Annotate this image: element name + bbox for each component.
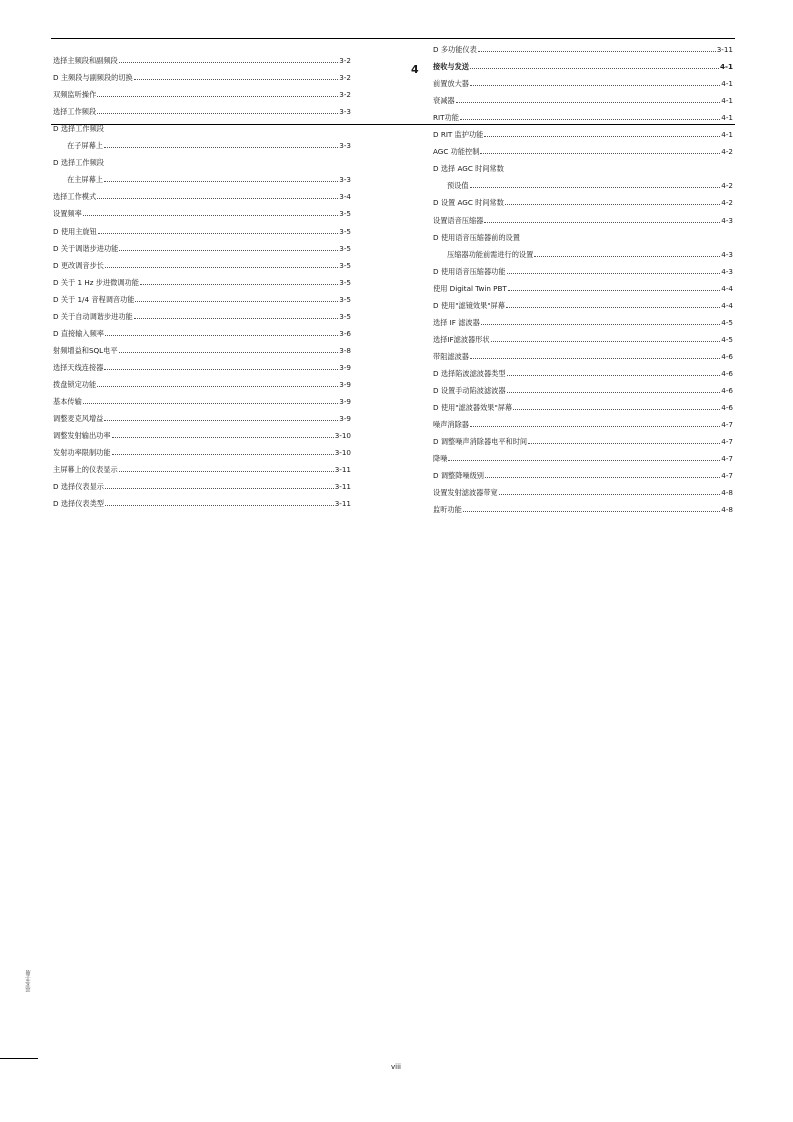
toc-entry-title: D 使用"滤镜效果"屏幕 xyxy=(433,300,505,310)
toc-leader-dots xyxy=(485,477,720,478)
toc-entry[interactable] xyxy=(433,91,733,105)
toc-entry[interactable] xyxy=(53,392,351,406)
toc-entry-title: D 多功能仪表 xyxy=(433,45,477,54)
toc-leader-dots xyxy=(470,426,720,427)
toc-leader-dots xyxy=(97,113,338,114)
toc-entry[interactable] xyxy=(53,358,351,372)
toc-leader-dots xyxy=(507,273,721,274)
toc-entry[interactable] xyxy=(433,211,733,225)
toc-entry-page: 3-4 xyxy=(339,192,351,202)
toc-leader-dots xyxy=(98,233,338,234)
toc-entry-page: 3-5 xyxy=(339,243,351,253)
toc-entry-title: 调整麦克风增益 xyxy=(53,414,104,424)
toc-entry[interactable] xyxy=(433,415,733,429)
toc-entry-title: D 调整噪声消除器电平和时间 xyxy=(433,437,528,447)
toc-entry-title: D 选择仪表类型 xyxy=(53,499,104,509)
toc-leader-dots xyxy=(470,187,721,188)
toc-entry[interactable] xyxy=(53,68,351,82)
toc-entry[interactable] xyxy=(53,324,351,338)
toc-entry-title: 选择工作频段 xyxy=(53,107,97,117)
toc-entry-title: D 选择仪表显示 xyxy=(53,482,104,492)
toc-entry[interactable] xyxy=(67,170,351,184)
toc-entry-title: D 选择工作频段 xyxy=(53,158,104,168)
toc-entry[interactable] xyxy=(433,125,733,139)
toc-entry-page: 4-1 xyxy=(721,130,733,140)
page-number: viii xyxy=(391,1063,401,1071)
toc-leader-dots xyxy=(507,375,721,376)
toc-entry-title: 基本传输 xyxy=(53,397,82,406)
toc-entry-page: 3-5 xyxy=(339,311,351,321)
toc-leader-dots xyxy=(112,454,334,455)
toc-entry-title: 选择IF滤波器形状 xyxy=(433,334,490,344)
toc-leader-dots xyxy=(534,256,720,257)
toc-entry-title: 噪声消除器 xyxy=(433,420,469,430)
toc-entry[interactable] xyxy=(53,85,351,99)
toc-entry[interactable] xyxy=(53,426,351,440)
toc-leader-dots xyxy=(506,307,720,308)
toc-entry-title: 衰减器 xyxy=(433,96,455,106)
toc-leader-dots xyxy=(83,215,338,216)
toc-entry-page: 3-10 xyxy=(334,431,351,441)
toc-entry[interactable] xyxy=(53,102,351,116)
toc-leader-dots xyxy=(460,119,720,120)
toc-entry-page: 4-4 xyxy=(721,283,733,293)
toc-entry-title: D 直接输入频率 xyxy=(53,328,104,338)
toc-leader-dots xyxy=(104,147,338,148)
toc-entry-page: 4-1 xyxy=(721,96,733,106)
toc-entry-page: 4-7 xyxy=(721,471,733,481)
toc-entry-title: D 关于 1/4 音程调音功能 xyxy=(53,294,135,304)
toc-entry-title: 设置语音压缩器 xyxy=(433,215,484,225)
toc-leader-dots xyxy=(448,460,720,461)
toc-entry-page: 4-6 xyxy=(721,368,733,378)
toc-entry[interactable] xyxy=(67,136,351,150)
toc-entry[interactable] xyxy=(433,228,733,242)
toc-entry-title: 在主屏幕上 xyxy=(67,175,103,185)
toc-entry-title: D 选择工作频段 xyxy=(53,124,104,134)
toc-leader-dots xyxy=(134,79,339,80)
toc-entry-title: D 设置手动陷波滤波器 xyxy=(433,386,506,395)
toc-entry-page: 4-6 xyxy=(721,386,733,395)
toc-entry[interactable] xyxy=(433,108,733,122)
toc-entry[interactable] xyxy=(53,239,351,253)
toc-entry-page: 4-4 xyxy=(721,300,733,310)
toc-entry-title: 降噪 xyxy=(433,454,448,464)
toc-entry-page: 3-2 xyxy=(339,56,351,65)
toc-leader-dots xyxy=(508,290,720,291)
toc-entry-page: 3-11 xyxy=(716,45,733,54)
toc-entry-title: 前置放大器 xyxy=(433,79,469,89)
toc-entry[interactable] xyxy=(53,477,351,491)
toc-leader-dots xyxy=(119,471,334,472)
toc-entry-page: 3-9 xyxy=(339,414,351,424)
toc-entry-title: 设置发射滤波器带宽 xyxy=(433,488,498,498)
toc-entry-page: 3-9 xyxy=(339,397,351,406)
toc-entry-page: 4-8 xyxy=(721,505,733,515)
toc-entry[interactable] xyxy=(433,483,733,497)
toc-leader-dots xyxy=(456,102,721,103)
toc-entry[interactable] xyxy=(53,119,351,133)
toc-leader-dots xyxy=(119,250,338,251)
toc-entry-title: D 使用"滤波器效果"屏幕 xyxy=(433,403,513,413)
toc-entry[interactable] xyxy=(53,187,351,201)
toc-entry-page: 4-1 xyxy=(720,62,733,72)
toc-entry-page: 3-5 xyxy=(339,294,351,304)
toc-leader-dots xyxy=(104,420,338,421)
toc-entry[interactable] xyxy=(433,74,733,88)
toc-leader-dots xyxy=(484,222,720,223)
toc-entry-title: RIT功能 xyxy=(433,113,459,123)
toc-entry[interactable] xyxy=(53,460,351,474)
toc-leader-dots xyxy=(105,335,338,336)
toc-entry[interactable] xyxy=(53,375,351,389)
toc-entry-page: 3-9 xyxy=(339,379,351,389)
toc-entry[interactable] xyxy=(53,51,351,65)
toc-entry[interactable] xyxy=(433,398,733,412)
toc-entry-page: 3-9 xyxy=(339,362,351,372)
toc-leader-dots xyxy=(470,358,720,359)
toc-entry-page: 3-11 xyxy=(334,499,351,509)
bottom-left-rule xyxy=(0,1058,38,1059)
toc-entry-page: 3-5 xyxy=(339,209,351,219)
toc-leader-dots xyxy=(528,443,720,444)
toc-entry-page: 3-5 xyxy=(339,226,351,236)
toc-leader-dots xyxy=(481,324,720,325)
toc-entry-page: 3-5 xyxy=(339,277,351,287)
toc-entry-title: D 使用语音压缩器功能 xyxy=(433,266,506,276)
top-rule xyxy=(51,38,735,39)
toc-entry-page: 3-11 xyxy=(334,482,351,492)
toc-leader-dots xyxy=(97,96,338,97)
toc-entry-title: D 选择 AGC 时间常数 xyxy=(433,164,504,174)
toc-entry-page: 3-2 xyxy=(339,73,351,83)
toc-entry-title: 设置频率 xyxy=(53,209,82,219)
side-label: 基本手册 xyxy=(26,970,32,992)
toc-entry-title: D 使用语音压缩器前的设置 xyxy=(433,232,520,242)
toc-leader-dots xyxy=(499,494,721,495)
toc-leader-dots xyxy=(513,409,720,410)
toc-entry[interactable] xyxy=(53,341,351,355)
toc-entry-title: 接收与发送 xyxy=(433,62,469,72)
toc-entry[interactable] xyxy=(433,500,733,514)
toc-entry-title: D 更改调音步长 xyxy=(53,260,104,270)
toc-entry-title: 拨盘锁定功能 xyxy=(53,379,97,389)
toc-entry-page: 3-5 xyxy=(339,260,351,270)
toc-entry-page: 4-6 xyxy=(721,351,733,361)
toc-entry-page: 4-7 xyxy=(721,437,733,447)
toc-entry-page: 3-3 xyxy=(339,141,351,151)
toc-entry-title: 监听功能 xyxy=(433,505,462,515)
toc-entry[interactable] xyxy=(447,245,733,259)
toc-entry-page: 4-1 xyxy=(721,79,733,89)
toc-entry-page: 4-8 xyxy=(721,488,733,498)
toc-leader-dots xyxy=(119,62,339,63)
toc-entry[interactable] xyxy=(53,443,351,457)
toc-entry-title: D RIT 监护功能 xyxy=(433,130,484,140)
toc-entry-page: 3-11 xyxy=(334,465,351,475)
toc-entry-page: 4-2 xyxy=(721,181,733,191)
toc-entry-title: 使用 Digital Twin PBT xyxy=(433,283,507,293)
toc-entry[interactable] xyxy=(433,466,733,480)
toc-entry-page: 4-3 xyxy=(721,249,733,259)
toc-entry-page: 3-3 xyxy=(339,175,351,185)
toc-entry-page: 4-5 xyxy=(721,334,733,344)
toc-entry-title: D 关于调谐步进功能 xyxy=(53,243,119,253)
toc-entry-title: 带阻滤波器 xyxy=(433,351,469,361)
toc-entry-title: D 调整降噪级别 xyxy=(433,471,484,481)
toc-leader-dots xyxy=(135,301,338,302)
toc-entry-page: 4-3 xyxy=(721,215,733,225)
toc-leader-dots xyxy=(119,352,339,353)
toc-entry[interactable] xyxy=(433,57,733,71)
toc-leader-dots xyxy=(480,153,720,154)
toc-entry[interactable] xyxy=(433,142,733,156)
toc-entry-title: D 选择陷波滤波器类型 xyxy=(433,368,506,378)
toc-entry-page: 3-10 xyxy=(334,448,351,458)
toc-entry[interactable] xyxy=(53,153,351,167)
toc-entry[interactable] xyxy=(53,256,351,270)
toc-entry[interactable] xyxy=(433,330,733,344)
toc-entry-title: D 使用主旋钮 xyxy=(53,226,97,236)
toc-entry[interactable] xyxy=(53,204,351,218)
toc-entry[interactable] xyxy=(433,313,733,327)
toc-entry-page: 4-1 xyxy=(721,113,733,123)
toc-entry-title: D 设置 AGC 时间常数 xyxy=(433,198,504,208)
toc-entry-title: 发射功率限制功能 xyxy=(53,448,111,458)
toc-entry[interactable] xyxy=(433,296,733,310)
toc-entry-page: 4-7 xyxy=(721,420,733,430)
toc-entry[interactable] xyxy=(53,222,351,236)
toc-leader-dots xyxy=(470,68,719,69)
toc-entry-title: D 关于自动调谐步进功能 xyxy=(53,311,133,321)
toc-entry[interactable] xyxy=(53,409,351,423)
toc-entry-title: 选择工作模式 xyxy=(53,192,97,202)
toc-entry-title: 选择 IF 滤波器 xyxy=(433,317,480,327)
toc-entry-title: 选择主频段和副频段 xyxy=(53,56,118,65)
toc-leader-dots xyxy=(112,437,334,438)
toc-entry-page: 3-6 xyxy=(339,328,351,338)
toc-entry[interactable] xyxy=(433,381,733,395)
toc-entry-title: D 主频段与副频段的切换 xyxy=(53,73,133,83)
toc-entry[interactable] xyxy=(433,449,733,463)
toc-entry-page: 3-3 xyxy=(339,107,351,117)
toc-entry[interactable] xyxy=(447,176,733,190)
toc-entry-title: 射频增益和SQL电平 xyxy=(53,345,118,355)
toc-leader-dots xyxy=(491,341,721,342)
toc-leader-dots xyxy=(484,136,720,137)
toc-entry-title: 在子屏幕上 xyxy=(67,141,103,151)
toc-leader-dots xyxy=(463,511,720,512)
toc-entry[interactable] xyxy=(433,193,733,207)
toc-entry-page: 4-5 xyxy=(721,317,733,327)
toc-entry-page: 4-6 xyxy=(721,403,733,413)
toc-entry-page: 3-8 xyxy=(339,345,351,355)
toc-entry-title: 双频监听操作 xyxy=(53,90,97,100)
toc-entry[interactable] xyxy=(433,347,733,361)
toc-leader-dots xyxy=(470,85,720,86)
toc-entry-title: 预设值 xyxy=(447,181,469,191)
toc-leader-dots xyxy=(97,386,338,387)
toc-entry-title: 压缩器功能前需进行的设置 xyxy=(447,249,534,259)
toc-entry[interactable] xyxy=(433,262,733,276)
toc-entry-title: AGC 功能控制 xyxy=(433,147,480,157)
toc-leader-dots xyxy=(104,181,338,182)
toc-leader-dots xyxy=(140,284,338,285)
toc-entry-title: 调整发射输出功率 xyxy=(53,431,111,441)
toc-entry-page: 4-7 xyxy=(721,454,733,464)
toc-entry-page: 4-2 xyxy=(721,198,733,208)
toc-leader-dots xyxy=(507,392,721,393)
toc-leader-dots xyxy=(478,51,716,52)
toc-entry[interactable] xyxy=(53,307,351,321)
toc-entry[interactable] xyxy=(53,290,351,304)
chapter-number: 4 xyxy=(411,63,419,76)
toc-leader-dots xyxy=(97,198,338,199)
toc-entry[interactable] xyxy=(433,279,733,293)
toc-entry-title: 选择天线连接器 xyxy=(53,362,104,372)
toc-leader-dots xyxy=(104,369,338,370)
toc-entry-page: 4-3 xyxy=(721,266,733,276)
toc-entry[interactable] xyxy=(53,494,351,508)
toc-entry[interactable] xyxy=(433,432,733,446)
toc-leader-dots xyxy=(134,318,339,319)
toc-entry-page: 4-2 xyxy=(721,147,733,157)
toc-entry-title: D 关于 1 Hz 步进微调功能 xyxy=(53,277,139,287)
toc-entry[interactable] xyxy=(433,364,733,378)
toc-entry-page: 3-2 xyxy=(339,90,351,100)
toc-leader-dots xyxy=(83,403,338,404)
toc-leader-dots xyxy=(505,204,720,205)
toc-entry[interactable] xyxy=(433,159,733,173)
toc-entry[interactable] xyxy=(433,40,733,54)
toc-leader-dots xyxy=(105,488,334,489)
toc-leader-dots xyxy=(105,505,334,506)
toc-leader-dots xyxy=(105,267,338,268)
toc-entry[interactable] xyxy=(53,273,351,287)
toc-entry-title: 主屏幕上的仪表显示 xyxy=(53,465,118,475)
